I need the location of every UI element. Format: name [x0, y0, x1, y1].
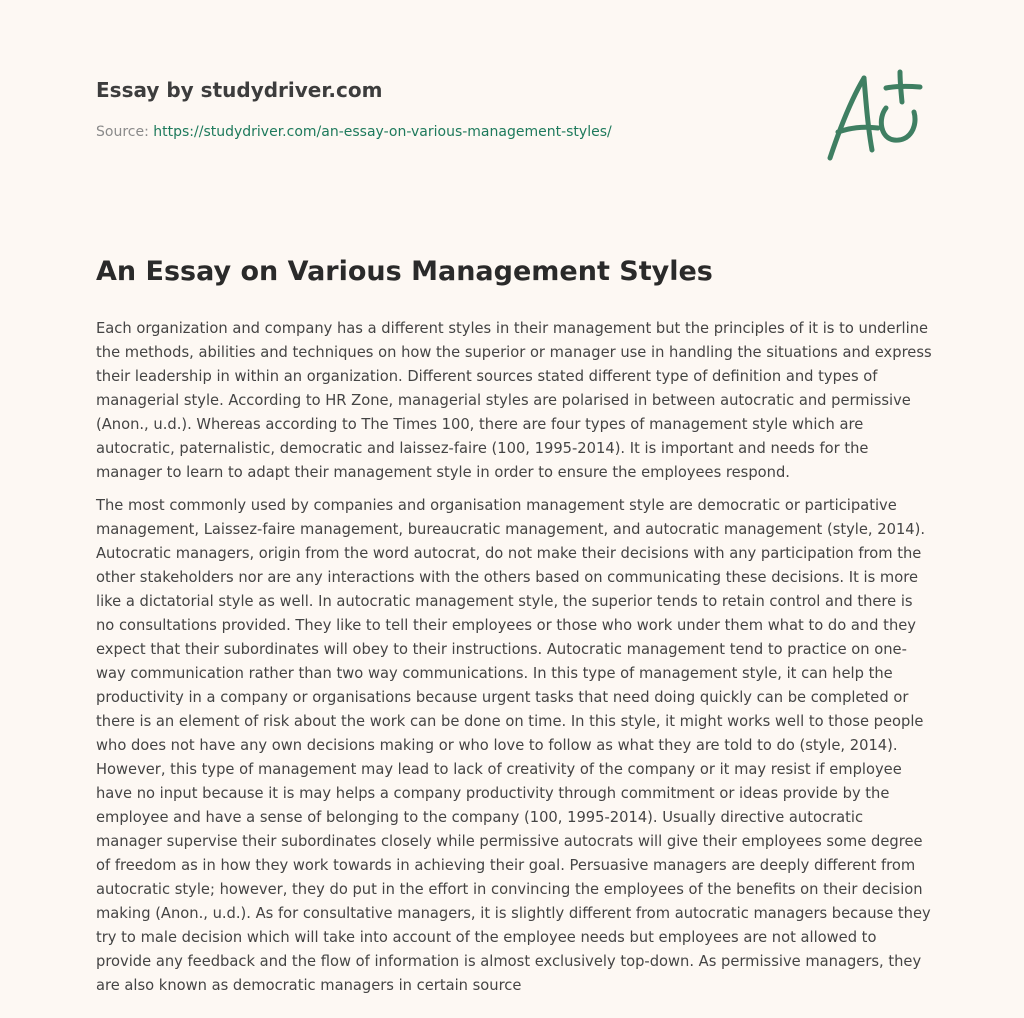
essay-title: An Essay on Various Management Styles: [96, 256, 713, 287]
essay-paragraph: Each organization and company has a different styles in their management but the principles of it is to underline the methods, abilities and techniques on how the superior or manager use in handling the situations and express their leadership in within an organization. Different sources stated different type of definition and types of managerial style. According to HR Zone, managerial styles are polarised in between autocratic and permissive (Anon., u.d.). Whereas according to The Times 100, there are four types of management style which are autocratic, paternalistic, democratic and laissez-faire (100, 1995-2014). It is important and needs for the manager to learn to adapt their management style in order to ensure the employees respond.: [96, 320, 932, 481]
essay-body: [96, 317, 932, 1007]
source-label: Source:: [96, 124, 149, 140]
source-line: [96, 124, 612, 140]
essay-paragraph: The most commonly used by companies and organisation management style are democratic or participative management, Laissez-faire management, bureaucratic management, and autocratic management (style, 2014). Autocratic managers, origin from the word autocrat, do not make their decisions with any participation from the other stakeholders nor are any interactions with the others based on communicating these decisions. It is more like a dictatorial style as well. In autocratic management style, the superior tends to retain control and there is no consultations provided. They like to tell their employees or those who work under them what to do and they expect that their subordinates will obey to their instructions. Autocratic management tend to practice on one-way communication rather than two way communications. In this type of management style, it can help the productivity in a company or organisations because urgent tasks that need doing quickly can be completed or there is an element of risk about the work can be done on time. In this style, it might works well to those people who does not have any own decisions making or who love to follow as what they are told to do (style, 2014). However, this type of management may lead to lack of creativity of the company or it may resist if employee have no input because it is may helps a company productivity through commitment or ideas provide by the employee and have a sense of belonging to the company (100, 1995-2014). Usually directive autocratic manager supervise their subordinates closely while permissive autocrats will give their employees some degree of freedom as in how they work towards in achieving their goal. Persuasive managers are deeply different from autocratic style; however, they do put in the effort in convincing the employees of the benefits on their decision making (Anon., u.d.). As for consultative managers, it is slightly different from autocratic managers because they try to male decision which will take into account of the employee needs but employees are not allowed to provide any feedback and the flow of information is almost exclusively top-down. As permissive managers, they are also known as democratic managers in certain source: [96, 497, 931, 994]
a-plus-logo-icon: [820, 68, 924, 164]
source-link[interactable]: https://studydriver.com/an-essay-on-various-management-styles/: [153, 124, 612, 140]
site-brand-title: Essay by studydriver.com: [96, 78, 383, 102]
